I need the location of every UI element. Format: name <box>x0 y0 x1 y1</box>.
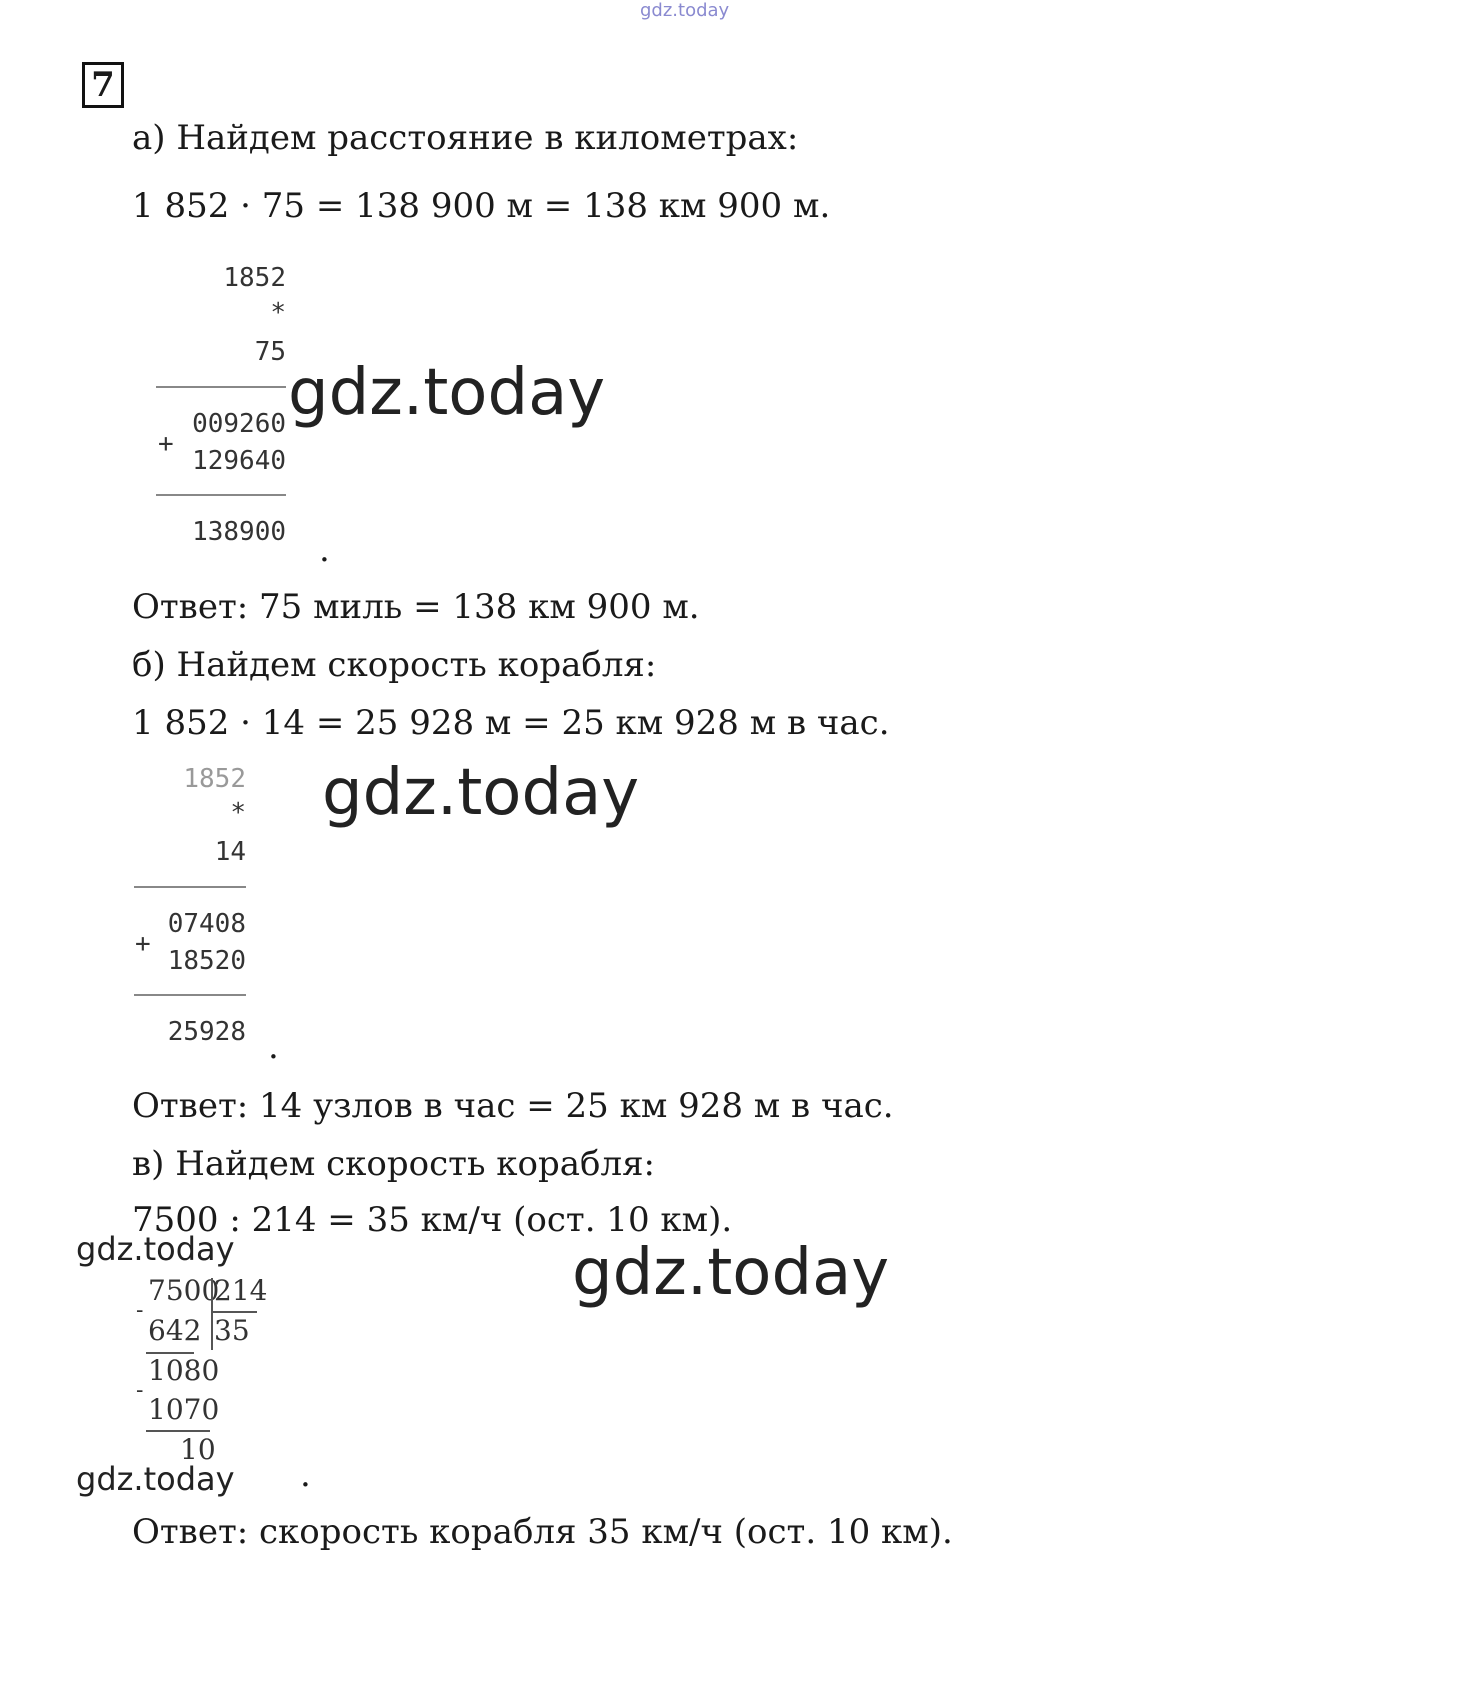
part-c-answer: Ответ: скорость корабля 35 км/ч (ост. 10 км). <box>132 1512 953 1552</box>
div-dividend: 7500 <box>148 1274 220 1307</box>
task-number: 7 <box>82 62 124 108</box>
calc-a-dot: . <box>319 530 330 570</box>
part-b-equation: 1 852 · 14 = 25 928 м = 25 км 928 м в час. <box>132 703 890 743</box>
calc-b-result: 25928 <box>167 1017 246 1047</box>
div-minus-1: - <box>136 1298 144 1323</box>
top-watermark: gdz.today <box>640 0 730 21</box>
div-subtrahend-1: 642 <box>148 1314 202 1347</box>
calc-b-operator: * <box>230 798 246 828</box>
part-c-equation: 7500 : 214 = 35 км/ч (ост. 10 км). <box>132 1200 733 1240</box>
watermark-1: gdz.today <box>288 356 606 430</box>
calc-a-multiplicand: 1852 <box>223 263 286 293</box>
watermark-4: gdz.today <box>572 1236 890 1310</box>
div-divisor: 214 <box>214 1274 268 1307</box>
part-a-equation: 1 852 · 75 = 138 900 м = 138 км 900 м. <box>132 186 831 226</box>
calc-b-dot: . <box>268 1027 279 1067</box>
part-a-answer: Ответ: 75 миль = 138 км 900 м. <box>132 587 700 627</box>
calc-b-line-2 <box>134 994 246 996</box>
div-remainder-1: 1080 <box>148 1354 220 1387</box>
watermark-5: gdz.today <box>76 1460 235 1498</box>
calc-a-result: 138900 <box>192 517 286 547</box>
calc-a-partial-1: 009260 <box>192 409 286 439</box>
calc-a-line-2 <box>156 494 286 496</box>
calc-b-multiplier: 14 <box>214 837 246 867</box>
div-minus-2: - <box>136 1378 144 1403</box>
div-line-2 <box>146 1430 210 1432</box>
watermark-2: gdz.today <box>322 756 640 830</box>
calc-a-multiplier: 75 <box>254 337 286 367</box>
calc-b-multiplicand: 1852 <box>183 764 246 794</box>
calc-a-plus: + <box>158 429 174 459</box>
calc-b-partial-2: 18520 <box>167 946 246 976</box>
calc-b-plus: + <box>135 929 151 959</box>
part-b-answer: Ответ: 14 узлов в час = 25 км 928 м в час. <box>132 1086 894 1126</box>
watermark-3: gdz.today <box>76 1230 235 1268</box>
part-a-heading: а) Найдем расстояние в километрах: <box>132 118 799 158</box>
calc-a-line-1 <box>156 386 286 388</box>
calc-b-line-1 <box>134 886 246 888</box>
part-c-heading: в) Найдем скорость корабля: <box>132 1144 655 1184</box>
div-divider-vertical <box>211 1278 213 1350</box>
calc-b-partial-1: 07408 <box>167 909 246 939</box>
div-dot: . <box>300 1455 311 1495</box>
part-b-heading: б) Найдем скорость корабля: <box>132 645 657 685</box>
calc-a-partial-2: 129640 <box>192 446 286 476</box>
calc-a-operator: * <box>270 298 286 328</box>
div-remainder: 10 <box>180 1433 216 1466</box>
div-subtrahend-2: 1070 <box>148 1393 220 1426</box>
div-quotient: 35 <box>214 1314 250 1347</box>
div-divisor-line <box>211 1311 257 1313</box>
